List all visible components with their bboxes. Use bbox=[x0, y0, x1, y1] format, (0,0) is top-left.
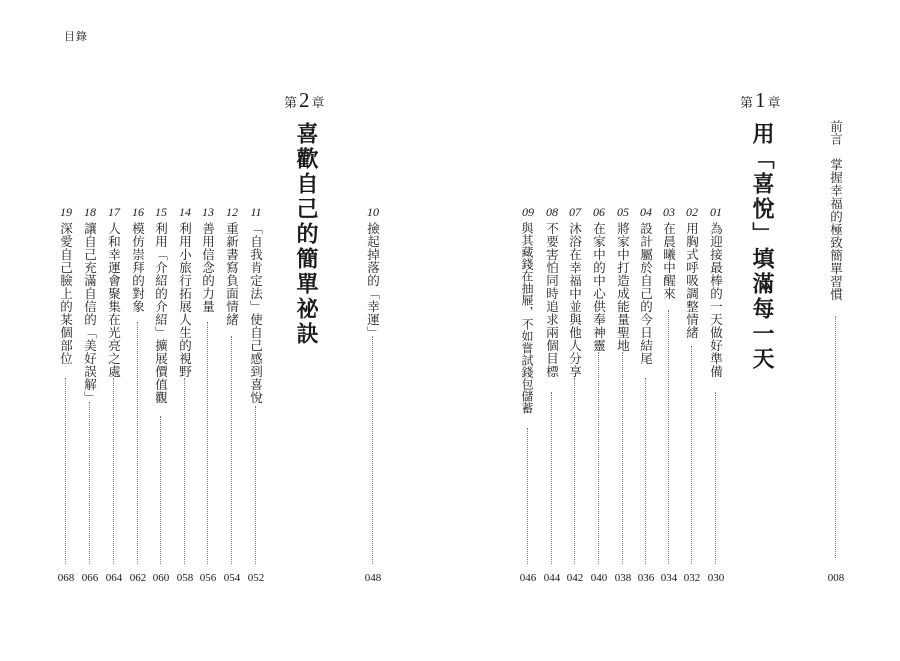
entry-title: 將家中打造成能量聖地 bbox=[615, 222, 631, 352]
entry-page: 046 bbox=[519, 572, 537, 584]
toc-entry-16[interactable] bbox=[128, 206, 148, 584]
entry-title: 不要害怕同時追求兩個目標 bbox=[544, 222, 560, 378]
chapter2-suffix: 章 bbox=[311, 96, 325, 111]
toc-entry-19[interactable] bbox=[56, 206, 76, 584]
entry-title: 人和幸運會聚集在光亮之處 bbox=[106, 222, 122, 378]
entry-number: 13 bbox=[202, 205, 214, 219]
entry-title: 善用信念的力量 bbox=[200, 222, 216, 313]
preface-page: 008 bbox=[827, 572, 845, 584]
chapter2-label bbox=[284, 90, 325, 111]
entry-number: 02 bbox=[686, 205, 698, 219]
leader-dots bbox=[113, 378, 114, 564]
entry-number: 19 bbox=[60, 205, 72, 219]
entry-title: 利用「介紹的介紹」擴展價值觀 bbox=[153, 222, 169, 404]
leader-dots bbox=[715, 392, 716, 564]
toc-entry-14[interactable] bbox=[175, 206, 195, 584]
entry-title: 重新書寫負面情緒 bbox=[224, 222, 240, 326]
leader-dots bbox=[668, 310, 669, 564]
entry-page: 048 bbox=[364, 572, 382, 584]
entry-title: 設計屬於自己的今日結尾 bbox=[638, 222, 654, 365]
preface-label: 前言 bbox=[828, 120, 844, 145]
entry-page: 056 bbox=[199, 572, 217, 584]
toc-entry-05[interactable] bbox=[613, 206, 633, 584]
entry-page: 054 bbox=[223, 572, 241, 584]
toc-entry-06[interactable] bbox=[589, 206, 609, 584]
entry-number: 03 bbox=[663, 205, 675, 219]
leader-dots bbox=[137, 322, 138, 564]
entry-title: 在晨曦中醒來 bbox=[661, 222, 677, 300]
entry-number: 06 bbox=[593, 205, 605, 219]
page-header: 目錄 bbox=[64, 30, 88, 43]
toc-entry-09[interactable] bbox=[518, 206, 538, 584]
entry-title: 模仿崇拜的對象 bbox=[130, 222, 146, 313]
toc-entry-17[interactable] bbox=[104, 206, 124, 584]
toc-entry-04[interactable] bbox=[636, 206, 656, 584]
entry-title: 與其藏錢在抽屜，不如嘗試錢包儲蓄 bbox=[520, 222, 534, 414]
entry-title: 沐浴在幸福中並與他人分享 bbox=[567, 222, 583, 378]
toc-entry-03[interactable] bbox=[659, 206, 679, 584]
leader-dots bbox=[527, 428, 528, 564]
leader-dots bbox=[184, 378, 185, 564]
toc-entry-07[interactable] bbox=[565, 206, 585, 584]
entry-page: 060 bbox=[152, 572, 170, 584]
entry-title: 在家中的中心供奉神靈 bbox=[591, 222, 607, 352]
chapter1-suffix: 章 bbox=[767, 96, 781, 111]
preface-title: 掌握幸福的極致簡單習慣 bbox=[828, 158, 844, 301]
entry-number: 08 bbox=[546, 205, 558, 219]
toc-entry-08[interactable] bbox=[542, 206, 562, 584]
toc-entry-01[interactable] bbox=[706, 206, 726, 584]
preface-leader-dots bbox=[835, 316, 836, 558]
leader-dots bbox=[160, 416, 161, 564]
leader-dots bbox=[691, 346, 692, 564]
entry-number: 18 bbox=[84, 205, 96, 219]
entry-number: 07 bbox=[569, 205, 581, 219]
leader-dots bbox=[598, 352, 599, 564]
leader-dots bbox=[551, 392, 552, 564]
leader-dots bbox=[207, 322, 208, 564]
entry-number: 05 bbox=[617, 205, 629, 219]
toc-entry-18[interactable] bbox=[80, 206, 100, 584]
entry-title: 用胸式呼吸調整情緒 bbox=[684, 222, 700, 339]
entry-page: 040 bbox=[590, 572, 608, 584]
leader-dots bbox=[65, 378, 66, 564]
entry-title: 讓自己充滿自信的「美好誤解」 bbox=[82, 222, 98, 404]
entry-title: 利用小旅行拓展人生的視野 bbox=[177, 222, 193, 378]
leader-dots bbox=[231, 336, 232, 564]
entry-page: 034 bbox=[660, 572, 678, 584]
chapter1-number: 1 bbox=[755, 88, 766, 112]
entry-page: 030 bbox=[707, 572, 725, 584]
chapter1-label bbox=[740, 90, 781, 111]
entry-title: 為迎接最棒的一天做好準備 bbox=[708, 222, 724, 378]
chapter2-prefix: 第 bbox=[284, 96, 298, 111]
entry-page: 058 bbox=[176, 572, 194, 584]
chapter1-title: 用「喜悅」填滿每一天 bbox=[749, 122, 775, 372]
entry-number: 04 bbox=[640, 205, 652, 219]
entry-number: 16 bbox=[132, 205, 144, 219]
entry-number: 15 bbox=[155, 205, 167, 219]
entry-page: 036 bbox=[637, 572, 655, 584]
entry-number: 11 bbox=[250, 205, 262, 219]
toc-entry-02[interactable] bbox=[682, 206, 702, 584]
preface-entry[interactable] bbox=[826, 120, 846, 584]
entry-number: 01 bbox=[710, 205, 722, 219]
leader-dots bbox=[574, 378, 575, 564]
entry-number: 09 bbox=[522, 205, 534, 219]
leader-dots bbox=[89, 402, 90, 564]
entry-number: 10 bbox=[367, 205, 379, 219]
chapter1-prefix: 第 bbox=[740, 96, 754, 111]
leader-dots bbox=[372, 336, 373, 564]
toc-entry-12[interactable] bbox=[222, 206, 242, 584]
entry-number: 12 bbox=[226, 205, 238, 219]
entry-page: 062 bbox=[129, 572, 147, 584]
entry-title: 「自我肯定法」使自己感到喜悅 bbox=[248, 222, 264, 404]
toc-entry-10[interactable] bbox=[363, 206, 383, 584]
entry-page: 042 bbox=[566, 572, 584, 584]
leader-dots bbox=[645, 378, 646, 564]
leader-dots bbox=[255, 406, 256, 564]
entry-page: 068 bbox=[57, 572, 75, 584]
toc-entry-15[interactable] bbox=[151, 206, 171, 584]
chapter2-number: 2 bbox=[299, 88, 310, 112]
entry-number: 14 bbox=[179, 205, 191, 219]
leader-dots bbox=[622, 352, 623, 564]
entry-page: 052 bbox=[247, 572, 265, 584]
toc-entry-11[interactable] bbox=[246, 206, 266, 584]
toc-entry-13[interactable] bbox=[198, 206, 218, 584]
entry-page: 038 bbox=[614, 572, 632, 584]
entry-page: 044 bbox=[543, 572, 561, 584]
entry-number: 17 bbox=[108, 205, 120, 219]
entry-title: 深愛自己臉上的某個部位 bbox=[58, 222, 74, 365]
entry-page: 066 bbox=[81, 572, 99, 584]
entry-title: 撿起掉落的「幸運」 bbox=[365, 222, 381, 339]
entry-page: 032 bbox=[683, 572, 701, 584]
entry-page: 064 bbox=[105, 572, 123, 584]
chapter2-title: 喜歡自己的簡單祕訣 bbox=[293, 122, 319, 347]
